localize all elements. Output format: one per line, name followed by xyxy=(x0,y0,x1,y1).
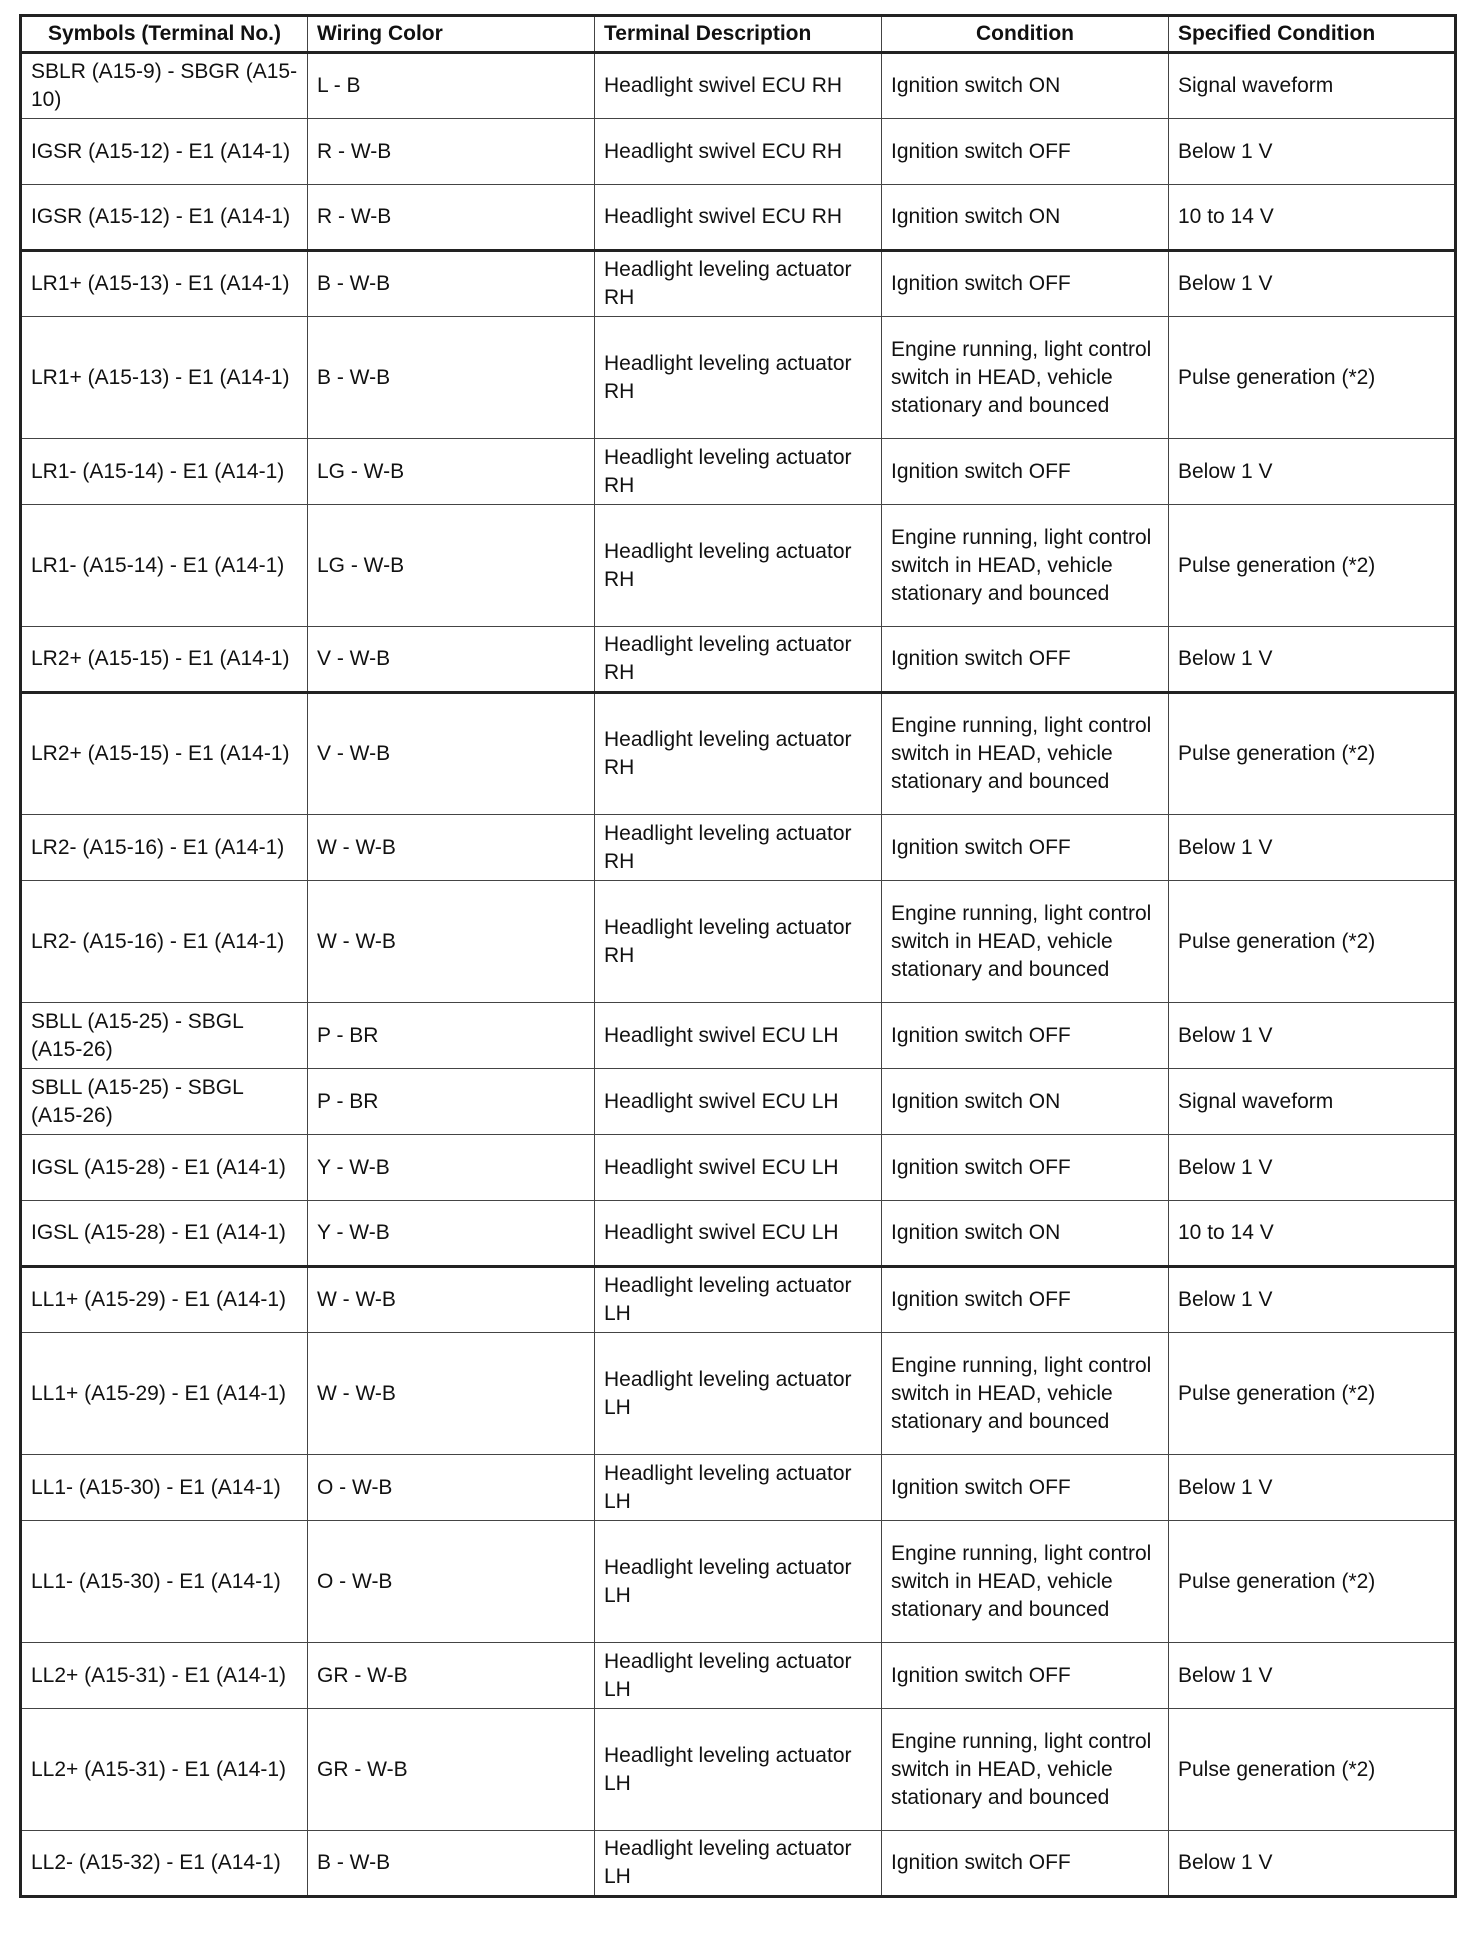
cell-condition: Engine running, light control switch in HEAD, vehicle stationary and bounced xyxy=(882,881,1169,1003)
cell-condition: Ignition switch OFF xyxy=(882,815,1169,881)
cell-specified-condition: Below 1 V xyxy=(1169,1643,1456,1709)
cell-symbol: LR2- (A15-16) - E1 (A14-1) xyxy=(21,815,308,881)
cell-wiring-color: O - W-B xyxy=(308,1455,595,1521)
cell-wiring-color: Y - W-B xyxy=(308,1135,595,1201)
cell-specified-condition: Pulse generation (*2) xyxy=(1169,881,1456,1003)
cell-terminal-description: Headlight leveling actuator LH xyxy=(595,1709,882,1831)
cell-symbol: LR2- (A15-16) - E1 (A14-1) xyxy=(21,881,308,1003)
cell-wiring-color: B - W-B xyxy=(308,1831,595,1897)
cell-symbol: SBLL (A15-25) - SBGL (A15-26) xyxy=(21,1003,308,1069)
table-row xyxy=(21,1643,1456,1709)
header-symbols: Symbols (Terminal No.) xyxy=(21,16,308,53)
cell-condition: Ignition switch OFF xyxy=(882,1831,1169,1897)
terminal-inspection-table xyxy=(19,14,1457,1898)
cell-symbol: LR1+ (A15-13) - E1 (A14-1) xyxy=(21,317,308,439)
cell-symbol: IGSL (A15-28) - E1 (A14-1) xyxy=(21,1135,308,1201)
cell-specified-condition: Pulse generation (*2) xyxy=(1169,1709,1456,1831)
table-row xyxy=(21,693,1456,815)
cell-symbol: LL1+ (A15-29) - E1 (A14-1) xyxy=(21,1333,308,1455)
cell-wiring-color: B - W-B xyxy=(308,251,595,317)
cell-wiring-color: P - BR xyxy=(308,1003,595,1069)
cell-wiring-color: LG - W-B xyxy=(308,505,595,627)
cell-condition: Ignition switch OFF xyxy=(882,251,1169,317)
cell-specified-condition: 10 to 14 V xyxy=(1169,185,1456,251)
cell-specified-condition: Below 1 V xyxy=(1169,439,1456,505)
header-wiring-color: Wiring Color xyxy=(308,16,595,53)
cell-symbol: LR2+ (A15-15) - E1 (A14-1) xyxy=(21,627,308,693)
table-row xyxy=(21,53,1456,119)
cell-terminal-description: Headlight swivel ECU LH xyxy=(595,1003,882,1069)
table-row xyxy=(21,1521,1456,1643)
cell-terminal-description: Headlight leveling actuator LH xyxy=(595,1333,882,1455)
cell-terminal-description: Headlight leveling actuator RH xyxy=(595,505,882,627)
cell-specified-condition: Below 1 V xyxy=(1169,251,1456,317)
cell-terminal-description: Headlight swivel ECU RH xyxy=(595,185,882,251)
cell-condition: Ignition switch OFF xyxy=(882,1455,1169,1521)
cell-condition: Ignition switch OFF xyxy=(882,627,1169,693)
cell-terminal-description: Headlight leveling actuator LH xyxy=(595,1455,882,1521)
table-row xyxy=(21,815,1456,881)
cell-symbol: IGSR (A15-12) - E1 (A14-1) xyxy=(21,185,308,251)
cell-specified-condition: Pulse generation (*2) xyxy=(1169,505,1456,627)
cell-condition: Engine running, light control switch in HEAD, vehicle stationary and bounced xyxy=(882,1709,1169,1831)
cell-wiring-color: W - W-B xyxy=(308,1267,595,1333)
cell-symbol: IGSL (A15-28) - E1 (A14-1) xyxy=(21,1201,308,1267)
cell-specified-condition: Signal waveform xyxy=(1169,1069,1456,1135)
cell-specified-condition: Below 1 V xyxy=(1169,1455,1456,1521)
cell-wiring-color: R - W-B xyxy=(308,185,595,251)
cell-terminal-description: Headlight swivel ECU RH xyxy=(595,119,882,185)
cell-condition: Ignition switch ON xyxy=(882,185,1169,251)
cell-wiring-color: W - W-B xyxy=(308,881,595,1003)
table-row xyxy=(21,1069,1456,1135)
table-row xyxy=(21,185,1456,251)
cell-specified-condition: Pulse generation (*2) xyxy=(1169,693,1456,815)
cell-terminal-description: Headlight swivel ECU LH xyxy=(595,1069,882,1135)
cell-wiring-color: L - B xyxy=(308,53,595,119)
cell-wiring-color: B - W-B xyxy=(308,317,595,439)
cell-condition: Ignition switch ON xyxy=(882,53,1169,119)
terminal-inspection-sheet xyxy=(19,14,1454,1898)
cell-condition: Engine running, light control switch in HEAD, vehicle stationary and bounced xyxy=(882,317,1169,439)
cell-wiring-color: Y - W-B xyxy=(308,1201,595,1267)
cell-condition: Ignition switch OFF xyxy=(882,439,1169,505)
cell-wiring-color: V - W-B xyxy=(308,693,595,815)
cell-symbol: LL1+ (A15-29) - E1 (A14-1) xyxy=(21,1267,308,1333)
cell-condition: Ignition switch OFF xyxy=(882,119,1169,185)
cell-wiring-color: W - W-B xyxy=(308,1333,595,1455)
cell-wiring-color: LG - W-B xyxy=(308,439,595,505)
cell-specified-condition: Below 1 V xyxy=(1169,1003,1456,1069)
cell-specified-condition: Pulse generation (*2) xyxy=(1169,1521,1456,1643)
table-row xyxy=(21,119,1456,185)
cell-symbol: IGSR (A15-12) - E1 (A14-1) xyxy=(21,119,308,185)
cell-wiring-color: GR - W-B xyxy=(308,1709,595,1831)
cell-specified-condition: Below 1 V xyxy=(1169,815,1456,881)
cell-condition: Ignition switch OFF xyxy=(882,1643,1169,1709)
table-row xyxy=(21,881,1456,1003)
table-row xyxy=(21,1831,1456,1897)
table-row xyxy=(21,317,1456,439)
cell-specified-condition: Pulse generation (*2) xyxy=(1169,317,1456,439)
cell-specified-condition: Pulse generation (*2) xyxy=(1169,1333,1456,1455)
cell-terminal-description: Headlight leveling actuator RH xyxy=(595,881,882,1003)
cell-symbol: SBLL (A15-25) - SBGL (A15-26) xyxy=(21,1069,308,1135)
cell-condition: Ignition switch ON xyxy=(882,1201,1169,1267)
cell-terminal-description: Headlight leveling actuator RH xyxy=(595,317,882,439)
cell-condition: Engine running, light control switch in HEAD, vehicle stationary and bounced xyxy=(882,693,1169,815)
cell-wiring-color: P - BR xyxy=(308,1069,595,1135)
cell-terminal-description: Headlight swivel ECU LH xyxy=(595,1201,882,1267)
cell-wiring-color: V - W-B xyxy=(308,627,595,693)
cell-terminal-description: Headlight leveling actuator RH xyxy=(595,815,882,881)
cell-condition: Ignition switch OFF xyxy=(882,1003,1169,1069)
cell-specified-condition: 10 to 14 V xyxy=(1169,1201,1456,1267)
cell-terminal-description: Headlight leveling actuator LH xyxy=(595,1521,882,1643)
table-body xyxy=(21,53,1456,1897)
cell-terminal-description: Headlight leveling actuator RH xyxy=(595,693,882,815)
cell-terminal-description: Headlight leveling actuator LH xyxy=(595,1643,882,1709)
header-condition: Condition xyxy=(882,16,1169,53)
cell-specified-condition: Below 1 V xyxy=(1169,119,1456,185)
cell-specified-condition: Below 1 V xyxy=(1169,1267,1456,1333)
table-row xyxy=(21,1709,1456,1831)
cell-terminal-description: Headlight leveling actuator LH xyxy=(595,1267,882,1333)
table-row xyxy=(21,627,1456,693)
table-row xyxy=(21,1267,1456,1333)
cell-symbol: LL2+ (A15-31) - E1 (A14-1) xyxy=(21,1709,308,1831)
cell-specified-condition: Below 1 V xyxy=(1169,627,1456,693)
cell-specified-condition: Below 1 V xyxy=(1169,1831,1456,1897)
cell-condition: Engine running, light control switch in HEAD, vehicle stationary and bounced xyxy=(882,1521,1169,1643)
cell-terminal-description: Headlight leveling actuator RH xyxy=(595,627,882,693)
cell-condition: Ignition switch OFF xyxy=(882,1267,1169,1333)
cell-symbol: LR1- (A15-14) - E1 (A14-1) xyxy=(21,439,308,505)
cell-symbol: LL2+ (A15-31) - E1 (A14-1) xyxy=(21,1643,308,1709)
cell-terminal-description: Headlight leveling actuator RH xyxy=(595,251,882,317)
cell-condition: Ignition switch ON xyxy=(882,1069,1169,1135)
cell-terminal-description: Headlight leveling actuator LH xyxy=(595,1831,882,1897)
table-row xyxy=(21,1135,1456,1201)
cell-wiring-color: GR - W-B xyxy=(308,1643,595,1709)
cell-condition: Engine running, light control switch in HEAD, vehicle stationary and bounced xyxy=(882,505,1169,627)
cell-wiring-color: R - W-B xyxy=(308,119,595,185)
cell-specified-condition: Below 1 V xyxy=(1169,1135,1456,1201)
cell-terminal-description: Headlight swivel ECU LH xyxy=(595,1135,882,1201)
cell-symbol: SBLR (A15-9) - SBGR (A15-10) xyxy=(21,53,308,119)
cell-condition: Ignition switch OFF xyxy=(882,1135,1169,1201)
cell-symbol: LR2+ (A15-15) - E1 (A14-1) xyxy=(21,693,308,815)
table-row xyxy=(21,1003,1456,1069)
table-row xyxy=(21,1201,1456,1267)
table-header-row xyxy=(21,16,1456,53)
cell-symbol: LL2- (A15-32) - E1 (A14-1) xyxy=(21,1831,308,1897)
cell-terminal-description: Headlight swivel ECU RH xyxy=(595,53,882,119)
table-row xyxy=(21,251,1456,317)
table-row xyxy=(21,439,1456,505)
cell-specified-condition: Signal waveform xyxy=(1169,53,1456,119)
cell-symbol: LR1+ (A15-13) - E1 (A14-1) xyxy=(21,251,308,317)
table-row xyxy=(21,505,1456,627)
cell-terminal-description: Headlight leveling actuator RH xyxy=(595,439,882,505)
cell-symbol: LL1- (A15-30) - E1 (A14-1) xyxy=(21,1521,308,1643)
cell-wiring-color: W - W-B xyxy=(308,815,595,881)
table-row xyxy=(21,1333,1456,1455)
cell-symbol: LR1- (A15-14) - E1 (A14-1) xyxy=(21,505,308,627)
cell-wiring-color: O - W-B xyxy=(308,1521,595,1643)
header-terminal-description: Terminal Description xyxy=(595,16,882,53)
header-specified-condition: Specified Condition xyxy=(1169,16,1456,53)
cell-symbol: LL1- (A15-30) - E1 (A14-1) xyxy=(21,1455,308,1521)
table-row xyxy=(21,1455,1456,1521)
cell-condition: Engine running, light control switch in HEAD, vehicle stationary and bounced xyxy=(882,1333,1169,1455)
